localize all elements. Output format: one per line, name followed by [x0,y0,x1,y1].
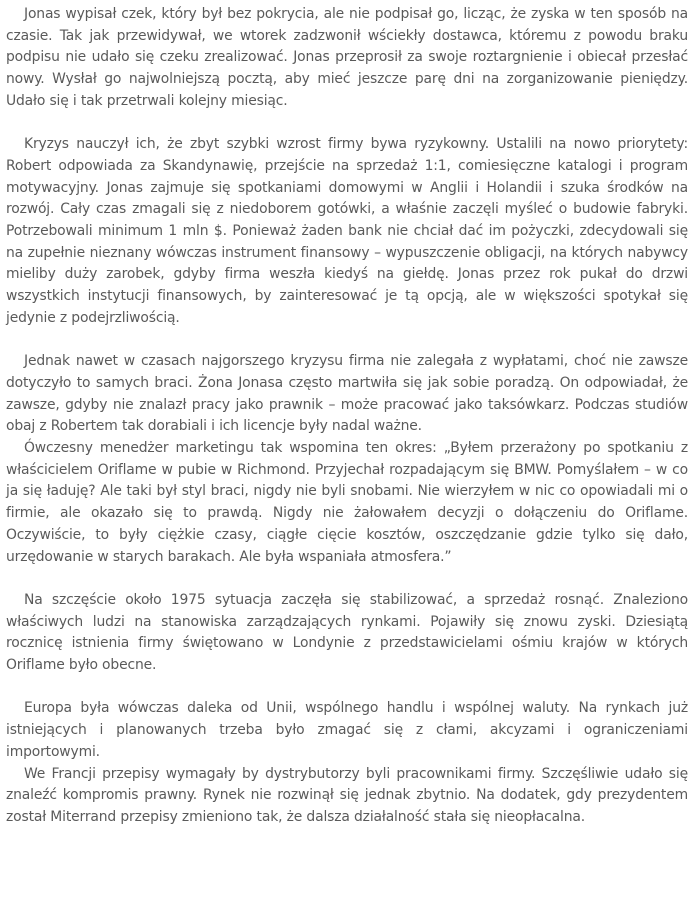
paragraph-france: We Francji przepisy wymagały by dystrybutorzy byli pracownikami firmy. Szczęśliwie udało się znaleźć kompromis prawny. Rynek nie rozwinął się jednak zbytnio. Na dodatek, gdy prezydentem został Miterrand przepisy zmieniono tak, że dalsza działalność stała się nieopłacalna. [6,765,688,825]
paragraph-marketing-manager-quote: Ówczesny menedżer marketingu tak wspomina ten okres: „Byłem przerażony po spotkaniu z właścicielem Oriflame w pubie w Richmond. Przyjechał rozpadającym się BMW. Pomyślałem – w co ja się ładuję? Ale taki był styl braci, nigdy nie byli snobami. Nie wierzyłem w nic co opowiadali mi o firmie, ale okazało się to prawdą. Nigdy nie żałowałem decyzji o dołączeniu do Oriflame. Oczywiście, to były ciężkie czasy, ciągłe cięcie kosztów, oszczędzanie gdzie tylko się dało, urzędowanie w starych barakach. Ale była wspaniała atmosfera.” [6,440,688,565]
paragraph-salaries: Jednak nawet w czasach najgorszego kryzysu firma nie zalegała z wypłatami, choć nie zawsze dotyczyło to samych braci. Żona Jonasa często martwiła się jak sobie poradzą. On odpowiadał, że zawsze, gdyby nie znalazł pracy jako prawnik – może pracować jako taksówkarz. Podczas studiów obaj z Robertem tak dorabiali i ich licencje były nadal ważne. [6,353,688,435]
paragraph-crisis-lessons: Kryzys nauczył ich, że zbyt szybki wzrost firmy bywa ryzykowny. Ustalili na nowo priorytety: Robert odpowiada za Skandynawię, przejście na sprzedaż 1:1, comiesięczne katalogi i program motywacyjny. Jonas zajmuje się spotkaniami domowymi w Anglii i Holandii i szuka środków na rozwój. Cały czas zmagali się z niedoborem gotówki, a właśnie zaczęli myśleć o budowie fabryki. Potrzebowali minimum 1 mln $. Ponieważ żaden bank nie chciał dać im pożyczki, zdecydowali się na zupełnie nieznany wówczas instrument finansowy – wypuszczenie obligacji, na których nabywcy mieliby duży zarobek, gdyby firma weszła kiedyś na giełdę. Jonas przez rok pukał do drzwi wszystkich instytucji finansowych, by zainteresować je tą opcją, ale w większości spotykał się jedynie z podejrzliwością. [6,136,688,326]
paragraph-stabilization: Na szczęście około 1975 sytuacja zaczęła się stabilizować, a sprzedaż rosnąć. Znaleziono właściwych ludzi na stanowiska zarządzających rynkami. Pojawiły się znowu zyski. Dziesiątą rocznicę istnienia firmy świętowano w Londynie z przedstawicielami ośmiu krajów w których Oriflame było obecne. [6,591,688,674]
paragraph-cheque: Jonas wypisał czek, który był bez pokrycia, ale nie podpisał go, licząc, że zyska w ten sposób na czasie. Tak jak przewidywał, we wtorek zadzwonił wściekły dostawca, któremu z powodu braku podpisu nie udało się czeku zrealizować. Jonas przeprosił za swoje roztargnienie i obiecał przesłać nowy. Wysłał go najwolniejszą pocztą, aby mieć jeszcze parę dni na zorganizowanie pieniędzy. Udało się i tak przetrwali kolejny miesiąc. [6,6,688,109]
paragraph-europe-trade: Europa była wówczas daleka od Unii, wspólnego handlu i wspólnej waluty. Na rynkach już istniejących i planowanych trzeba było zmagać się z cłami, akcyzami i ograniczeniami importowymi. [6,700,688,760]
